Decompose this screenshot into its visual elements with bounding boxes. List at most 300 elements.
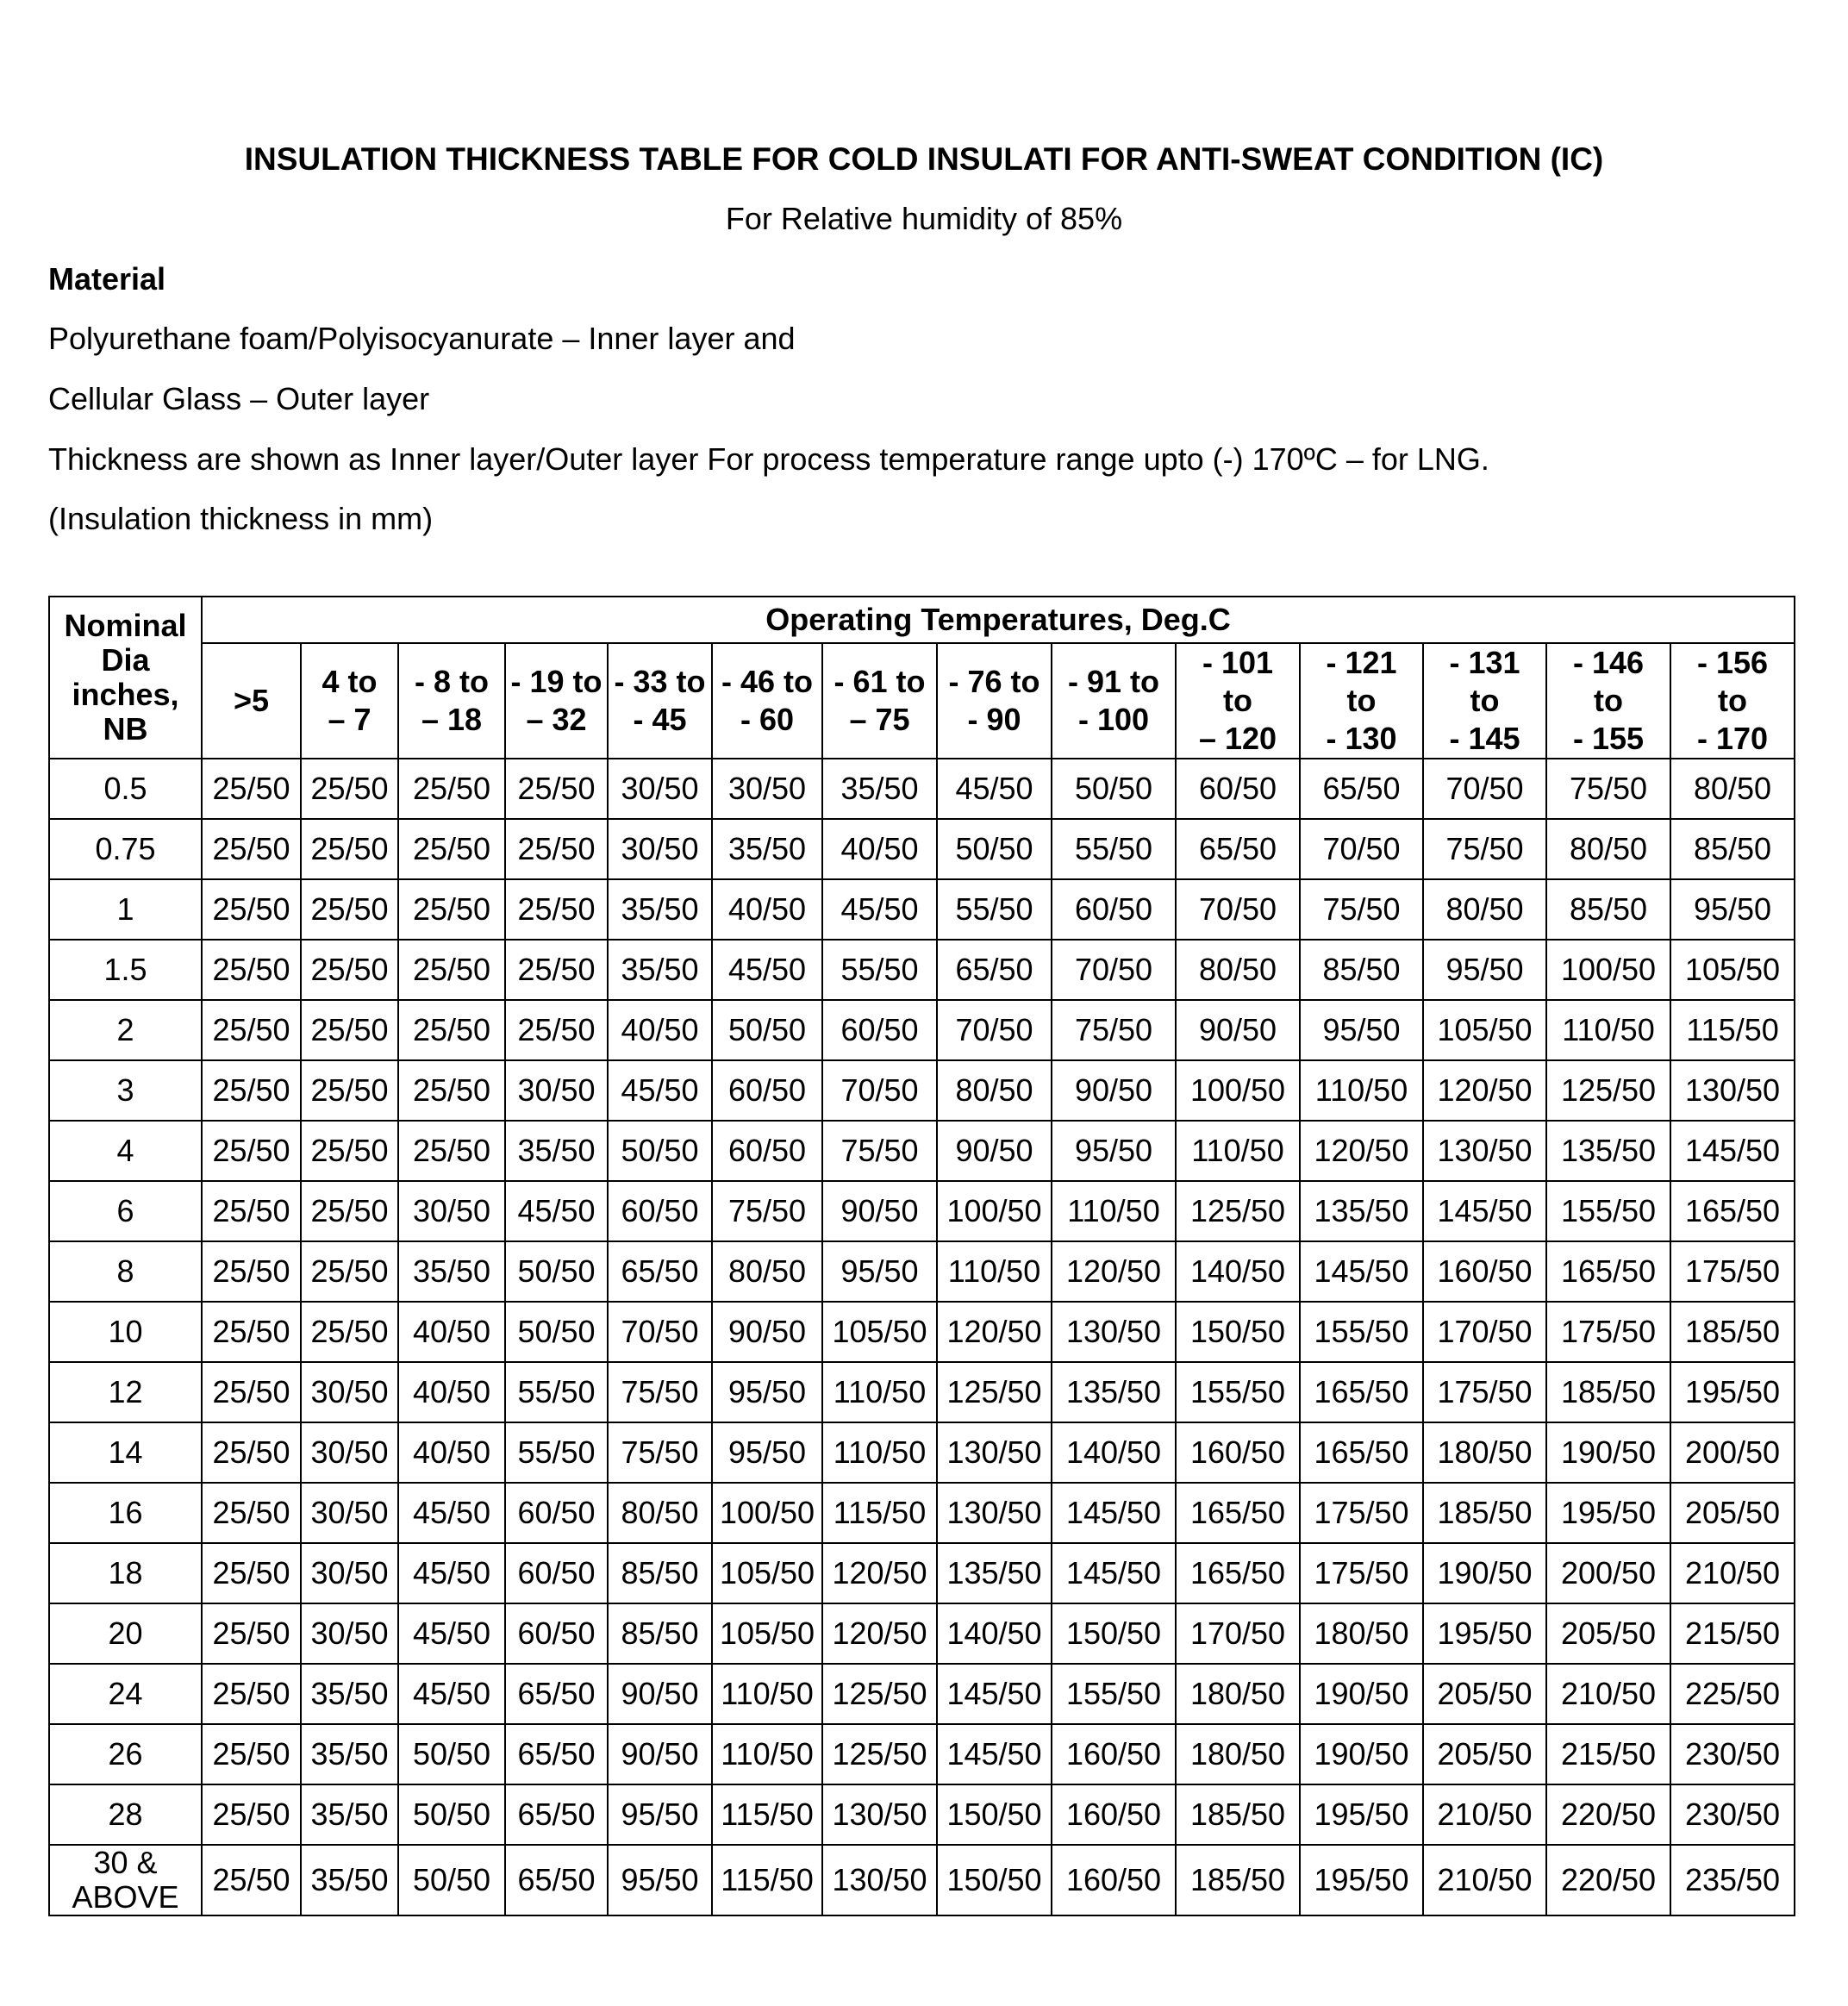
thickness-cell: 25/50 <box>202 819 301 879</box>
thickness-cell: 80/50 <box>1546 819 1670 879</box>
thickness-cell: 25/50 <box>505 1000 608 1060</box>
thickness-cell: 90/50 <box>937 1121 1052 1181</box>
nominal-dia-value: 4 <box>116 1133 134 1168</box>
thickness-cell: 25/50 <box>301 1060 398 1121</box>
material-heading: Material <box>48 261 166 297</box>
thickness-cell: 165/50 <box>1176 1483 1300 1543</box>
thickness-cell: 115/50 <box>822 1483 937 1543</box>
thickness-cell: 210/50 <box>1423 1845 1546 1915</box>
nominal-dia-cell <box>49 940 202 1000</box>
temp-range-label: - 101 to – 120 <box>1198 645 1277 756</box>
nominal-dia-value: 1.5 <box>103 952 147 987</box>
thickness-cell: 215/50 <box>1670 1603 1795 1664</box>
thickness-cell: 150/50 <box>1176 1302 1300 1362</box>
thickness-cell: 110/50 <box>1300 1060 1423 1121</box>
thickness-cell: 190/50 <box>1546 1422 1670 1483</box>
thickness-cell: 25/50 <box>301 1241 398 1302</box>
nominal-dia-cell <box>49 819 202 879</box>
thickness-cell: 25/50 <box>202 1241 301 1302</box>
thickness-cell: 95/50 <box>608 1845 712 1915</box>
thickness-cell: 70/50 <box>1300 819 1423 879</box>
table-row <box>49 1181 1795 1241</box>
thickness-cell: 25/50 <box>301 1121 398 1181</box>
thickness-cell: 35/50 <box>822 759 937 819</box>
nominal-dia-cell <box>49 1784 202 1845</box>
thickness-cell: 85/50 <box>608 1603 712 1664</box>
thickness-cell: 35/50 <box>608 879 712 940</box>
thickness-cell: 45/50 <box>505 1181 608 1241</box>
thickness-cell: 50/50 <box>505 1302 608 1362</box>
nominal-dia-cell <box>49 1845 202 1915</box>
thickness-cell: 185/50 <box>1546 1362 1670 1422</box>
thickness-cell: 30/50 <box>608 759 712 819</box>
nominal-dia-value: 14 <box>108 1434 143 1470</box>
table-row <box>49 1241 1795 1302</box>
nominal-dia-cell <box>49 1664 202 1724</box>
thickness-cell: 165/50 <box>1670 1181 1795 1241</box>
thickness-cell: 65/50 <box>505 1664 608 1724</box>
thickness-cell: 125/50 <box>822 1664 937 1724</box>
thickness-cell: 25/50 <box>505 940 608 1000</box>
thickness-cell: 65/50 <box>1300 759 1423 819</box>
thickness-cell: 195/50 <box>1300 1845 1423 1915</box>
thickness-cell: 185/50 <box>1176 1784 1300 1845</box>
thickness-cell: 75/50 <box>822 1121 937 1181</box>
nominal-dia-value: 28 <box>108 1797 143 1832</box>
thickness-cell: 25/50 <box>301 819 398 879</box>
thickness-cell: 120/50 <box>937 1302 1052 1362</box>
thickness-cell: 200/50 <box>1670 1422 1795 1483</box>
temp-range-header <box>608 643 712 759</box>
thickness-cell: 185/50 <box>1423 1483 1546 1543</box>
temp-range-label: - 19 to – 32 <box>510 664 602 737</box>
thickness-cell: 160/50 <box>1052 1845 1176 1915</box>
thickness-cell: 25/50 <box>202 1302 301 1362</box>
thickness-cell: 130/50 <box>1052 1302 1176 1362</box>
nominal-dia-value: 16 <box>108 1495 143 1530</box>
nominal-dia-value: 26 <box>108 1736 143 1772</box>
thickness-cell: 35/50 <box>301 1724 398 1784</box>
thickness-cell: 30/50 <box>608 819 712 879</box>
thickness-cell: 210/50 <box>1670 1543 1795 1603</box>
thickness-note: Thickness are shown as Inner layer/Outer layer For process temperature range upto (-) 170ºC – for LNG. <box>48 441 1489 477</box>
thickness-cell: 85/50 <box>1670 819 1795 879</box>
thickness-cell: 50/50 <box>505 1241 608 1302</box>
thickness-cell: 95/50 <box>712 1362 822 1422</box>
thickness-cell: 170/50 <box>1176 1603 1300 1664</box>
thickness-cell: 130/50 <box>937 1422 1052 1483</box>
thickness-cell: 55/50 <box>505 1362 608 1422</box>
temp-range-label: - 8 to – 18 <box>415 664 489 737</box>
thickness-cell: 110/50 <box>712 1664 822 1724</box>
thickness-cell: 35/50 <box>301 1784 398 1845</box>
table-row <box>49 1483 1795 1543</box>
thickness-cell: 25/50 <box>398 759 505 819</box>
temp-range-label: >5 <box>233 683 270 718</box>
thickness-cell: 135/50 <box>937 1543 1052 1603</box>
table-row <box>49 1060 1795 1121</box>
nominal-dia-cell <box>49 759 202 819</box>
thickness-cell: 65/50 <box>608 1241 712 1302</box>
thickness-cell: 125/50 <box>822 1724 937 1784</box>
temp-range-header <box>505 643 608 759</box>
thickness-cell: 130/50 <box>1423 1121 1546 1181</box>
nominal-dia-value: 0.5 <box>103 771 147 806</box>
thickness-cell: 25/50 <box>202 1121 301 1181</box>
thickness-cell: 80/50 <box>1423 879 1546 940</box>
temp-range-label: - 76 to - 90 <box>948 664 1040 737</box>
thickness-cell: 165/50 <box>1176 1543 1300 1603</box>
thickness-cell: 100/50 <box>712 1483 822 1543</box>
thickness-cell: 100/50 <box>1176 1060 1300 1121</box>
thickness-cell: 35/50 <box>301 1845 398 1915</box>
table-row <box>49 1845 1795 1915</box>
thickness-cell: 130/50 <box>1670 1060 1795 1121</box>
thickness-cell: 175/50 <box>1300 1483 1423 1543</box>
thickness-cell: 110/50 <box>822 1362 937 1422</box>
thickness-cell: 70/50 <box>608 1302 712 1362</box>
thickness-cell: 40/50 <box>398 1362 505 1422</box>
thickness-cell: 25/50 <box>202 879 301 940</box>
thickness-cell: 145/50 <box>937 1664 1052 1724</box>
thickness-cell: 130/50 <box>822 1845 937 1915</box>
thickness-cell: 50/50 <box>937 819 1052 879</box>
nominal-dia-value: 3 <box>116 1072 134 1108</box>
thickness-cell: 125/50 <box>1546 1060 1670 1121</box>
thickness-cell: 160/50 <box>1423 1241 1546 1302</box>
thickness-cell: 25/50 <box>505 879 608 940</box>
thickness-cell: 85/50 <box>608 1543 712 1603</box>
thickness-cell: 25/50 <box>398 940 505 1000</box>
thickness-cell: 220/50 <box>1546 1845 1670 1915</box>
thickness-cell: 155/50 <box>1300 1302 1423 1362</box>
thickness-cell: 125/50 <box>1176 1181 1300 1241</box>
header-row-ranges <box>49 643 1795 759</box>
thickness-cell: 60/50 <box>712 1121 822 1181</box>
thickness-cell: 25/50 <box>202 1603 301 1664</box>
thickness-cell: 115/50 <box>1670 1000 1795 1060</box>
table-row <box>49 1724 1795 1784</box>
thickness-cell: 90/50 <box>712 1302 822 1362</box>
thickness-cell: 60/50 <box>712 1060 822 1121</box>
thickness-cell: 215/50 <box>1546 1724 1670 1784</box>
thickness-cell: 210/50 <box>1546 1664 1670 1724</box>
thickness-cell: 205/50 <box>1670 1483 1795 1543</box>
thickness-cell: 95/50 <box>1052 1121 1176 1181</box>
temp-range-header <box>1300 643 1423 759</box>
thickness-cell: 25/50 <box>398 819 505 879</box>
thickness-cell: 145/50 <box>1052 1483 1176 1543</box>
thickness-cell: 35/50 <box>712 819 822 879</box>
thickness-cell: 135/50 <box>1546 1121 1670 1181</box>
thickness-cell: 40/50 <box>398 1302 505 1362</box>
table-row <box>49 879 1795 940</box>
thickness-cell: 115/50 <box>712 1784 822 1845</box>
temp-range-label: - 131 to - 145 <box>1449 645 1520 756</box>
temp-range-header <box>1546 643 1670 759</box>
thickness-cell: 150/50 <box>937 1845 1052 1915</box>
table-row <box>49 1784 1795 1845</box>
thickness-cell: 60/50 <box>1176 759 1300 819</box>
thickness-cell: 125/50 <box>937 1362 1052 1422</box>
thickness-cell: 110/50 <box>1176 1121 1300 1181</box>
thickness-cell: 25/50 <box>202 1845 301 1915</box>
thickness-cell: 195/50 <box>1546 1483 1670 1543</box>
thickness-cell: 30/50 <box>301 1603 398 1664</box>
temp-range-header <box>822 643 937 759</box>
thickness-cell: 60/50 <box>505 1543 608 1603</box>
thickness-cell: 25/50 <box>202 1362 301 1422</box>
temp-range-label: - 121 to - 130 <box>1326 645 1397 756</box>
thickness-cell: 25/50 <box>202 1483 301 1543</box>
thickness-cell: 120/50 <box>1300 1121 1423 1181</box>
thickness-cell: 60/50 <box>505 1483 608 1543</box>
thickness-cell: 95/50 <box>1423 940 1546 1000</box>
nominal-dia-cell <box>49 1241 202 1302</box>
thickness-cell: 175/50 <box>1423 1362 1546 1422</box>
thickness-cell: 30/50 <box>301 1483 398 1543</box>
thickness-cell: 50/50 <box>1052 759 1176 819</box>
nominal-dia-cell <box>49 1543 202 1603</box>
thickness-cell: 25/50 <box>505 819 608 879</box>
temp-range-label: - 33 to - 45 <box>614 664 706 737</box>
thickness-cell: 55/50 <box>937 879 1052 940</box>
nominal-dia-cell <box>49 1302 202 1362</box>
thickness-cell: 155/50 <box>1546 1181 1670 1241</box>
thickness-cell: 205/50 <box>1546 1603 1670 1664</box>
thickness-cell: 160/50 <box>1052 1784 1176 1845</box>
document-title: INSULATION THICKNESS TABLE FOR COLD INSULATI FOR ANTI-SWEAT CONDITION (IC) <box>244 141 1604 177</box>
thickness-cell: 100/50 <box>1546 940 1670 1000</box>
thickness-cell: 40/50 <box>608 1000 712 1060</box>
thickness-cell: 180/50 <box>1300 1603 1423 1664</box>
thickness-cell: 130/50 <box>822 1784 937 1845</box>
thickness-cell: 55/50 <box>505 1422 608 1483</box>
thickness-cell: 90/50 <box>608 1664 712 1724</box>
thickness-cell: 25/50 <box>202 1060 301 1121</box>
thickness-cell: 110/50 <box>1546 1000 1670 1060</box>
nominal-dia-cell <box>49 1724 202 1784</box>
thickness-cell: 150/50 <box>1052 1603 1176 1664</box>
thickness-cell: 75/50 <box>1300 879 1423 940</box>
table-row <box>49 1000 1795 1060</box>
thickness-cell: 70/50 <box>1176 879 1300 940</box>
thickness-cell: 155/50 <box>1052 1664 1176 1724</box>
thickness-cell: 30/50 <box>301 1362 398 1422</box>
thickness-cell: 90/50 <box>608 1724 712 1784</box>
thickness-cell: 145/50 <box>937 1724 1052 1784</box>
table-row <box>49 759 1795 819</box>
thickness-cell: 35/50 <box>505 1121 608 1181</box>
thickness-cell: 75/50 <box>1423 819 1546 879</box>
thickness-cell: 25/50 <box>202 1724 301 1784</box>
thickness-cell: 65/50 <box>1176 819 1300 879</box>
thickness-cell: 25/50 <box>301 879 398 940</box>
thickness-cell: 140/50 <box>1176 1241 1300 1302</box>
thickness-cell: 195/50 <box>1423 1603 1546 1664</box>
thickness-cell: 25/50 <box>202 1784 301 1845</box>
temp-range-header <box>398 643 505 759</box>
thickness-cell: 50/50 <box>398 1784 505 1845</box>
thickness-cell: 85/50 <box>1546 879 1670 940</box>
nominal-dia-value: 1 <box>116 891 134 927</box>
thickness-cell: 25/50 <box>202 940 301 1000</box>
thickness-cell: 135/50 <box>1300 1181 1423 1241</box>
thickness-cell: 105/50 <box>712 1603 822 1664</box>
thickness-cell: 140/50 <box>1052 1422 1176 1483</box>
thickness-cell: 235/50 <box>1670 1845 1795 1915</box>
thickness-cell: 95/50 <box>608 1784 712 1845</box>
thickness-cell: 80/50 <box>1176 940 1300 1000</box>
thickness-cell: 160/50 <box>1052 1724 1176 1784</box>
thickness-cell: 60/50 <box>822 1000 937 1060</box>
temp-range-label: 4 to – 7 <box>322 664 378 737</box>
material-outer-layer: Cellular Glass – Outer layer <box>48 381 430 416</box>
nominal-dia-value: 0.75 <box>95 831 156 866</box>
thickness-cell: 175/50 <box>1300 1543 1423 1603</box>
nominal-dia-value: 20 <box>108 1615 143 1651</box>
table-row <box>49 1422 1795 1483</box>
thickness-cell: 25/50 <box>398 879 505 940</box>
thickness-cell: 145/50 <box>1670 1121 1795 1181</box>
table-row <box>49 940 1795 1000</box>
thickness-cell: 115/50 <box>712 1845 822 1915</box>
table-row <box>49 1362 1795 1422</box>
thickness-cell: 40/50 <box>398 1422 505 1483</box>
thickness-cell: 95/50 <box>712 1422 822 1483</box>
thickness-cell: 110/50 <box>822 1422 937 1483</box>
thickness-cell: 195/50 <box>1300 1784 1423 1845</box>
nominal-dia-cell <box>49 1181 202 1241</box>
thickness-cell: 50/50 <box>398 1845 505 1915</box>
thickness-cell: 60/50 <box>1052 879 1176 940</box>
thickness-cell: 140/50 <box>937 1603 1052 1664</box>
thickness-cell: 45/50 <box>398 1483 505 1543</box>
thickness-cell: 195/50 <box>1670 1362 1795 1422</box>
document-subtitle: For Relative humidity of 85% <box>725 201 1123 236</box>
table-row <box>49 1121 1795 1181</box>
nominal-dia-value: 24 <box>108 1676 143 1711</box>
operating-temperatures-header: Operating Temperatures, Deg.C <box>202 597 1795 643</box>
material-inner-layer: Polyurethane foam/Polyisocyanurate – Inner layer and <box>48 321 796 356</box>
thickness-cell: 45/50 <box>712 940 822 1000</box>
thickness-cell: 205/50 <box>1423 1664 1546 1724</box>
thickness-cell: 145/50 <box>1052 1543 1176 1603</box>
table-row <box>49 1543 1795 1603</box>
thickness-cell: 120/50 <box>1423 1060 1546 1121</box>
thickness-cell: 135/50 <box>1052 1362 1176 1422</box>
thickness-cell: 25/50 <box>202 1422 301 1483</box>
thickness-cell: 90/50 <box>822 1181 937 1241</box>
nominal-dia-cell <box>49 1000 202 1060</box>
nominal-dia-cell <box>49 879 202 940</box>
thickness-cell: 95/50 <box>1670 879 1795 940</box>
thickness-cell: 80/50 <box>608 1483 712 1543</box>
thickness-cell: 120/50 <box>1052 1241 1176 1302</box>
thickness-cell: 25/50 <box>202 759 301 819</box>
nominal-dia-cell <box>49 1362 202 1422</box>
thickness-cell: 150/50 <box>937 1784 1052 1845</box>
thickness-cell: 190/50 <box>1423 1543 1546 1603</box>
thickness-cell: 65/50 <box>505 1784 608 1845</box>
thickness-cell: 170/50 <box>1423 1302 1546 1362</box>
thickness-cell: 185/50 <box>1670 1302 1795 1362</box>
thickness-cell: 110/50 <box>1052 1181 1176 1241</box>
temp-range-header <box>202 643 301 759</box>
thickness-cell: 70/50 <box>822 1060 937 1121</box>
thickness-cell: 30/50 <box>505 1060 608 1121</box>
thickness-cell: 25/50 <box>301 1181 398 1241</box>
thickness-cell: 75/50 <box>712 1181 822 1241</box>
temp-range-header <box>712 643 822 759</box>
thickness-cell: 90/50 <box>1052 1060 1176 1121</box>
thickness-cell: 75/50 <box>1052 1000 1176 1060</box>
thickness-cell: 45/50 <box>398 1543 505 1603</box>
thickness-cell: 50/50 <box>608 1121 712 1181</box>
temp-range-header <box>937 643 1052 759</box>
table-body <box>49 759 1795 1915</box>
thickness-cell: 75/50 <box>608 1362 712 1422</box>
thickness-cell: 190/50 <box>1300 1664 1423 1724</box>
nominal-dia-cell <box>49 1060 202 1121</box>
thickness-cell: 35/50 <box>608 940 712 1000</box>
thickness-cell: 30/50 <box>398 1181 505 1241</box>
nominal-dia-header <box>49 597 202 759</box>
thickness-cell: 75/50 <box>1546 759 1670 819</box>
header-row-group <box>49 597 1795 643</box>
thickness-cell: 160/50 <box>1176 1422 1300 1483</box>
thickness-cell: 25/50 <box>398 1060 505 1121</box>
thickness-cell: 40/50 <box>712 879 822 940</box>
table-row <box>49 1302 1795 1362</box>
thickness-cell: 165/50 <box>1300 1422 1423 1483</box>
table-row <box>49 1603 1795 1664</box>
thickness-cell: 210/50 <box>1423 1784 1546 1845</box>
thickness-cell: 25/50 <box>301 759 398 819</box>
temp-range-header <box>1052 643 1176 759</box>
temp-range-header <box>1176 643 1300 759</box>
thickness-cell: 25/50 <box>398 1121 505 1181</box>
thickness-cell: 120/50 <box>822 1543 937 1603</box>
thickness-cell: 120/50 <box>822 1603 937 1664</box>
thickness-cell: 25/50 <box>398 1000 505 1060</box>
thickness-cell: 230/50 <box>1670 1784 1795 1845</box>
nominal-dia-value: 10 <box>108 1314 143 1349</box>
thickness-cell: 45/50 <box>398 1603 505 1664</box>
thickness-cell: 45/50 <box>937 759 1052 819</box>
thickness-cell: 30/50 <box>301 1422 398 1483</box>
thickness-cell: 45/50 <box>608 1060 712 1121</box>
temp-range-label: - 61 to – 75 <box>833 664 926 737</box>
table-row <box>49 1664 1795 1724</box>
nominal-dia-cell <box>49 1121 202 1181</box>
thickness-cell: 50/50 <box>398 1724 505 1784</box>
temp-range-header <box>301 643 398 759</box>
temp-range-header <box>1670 643 1795 759</box>
nominal-dia-value: 2 <box>116 1012 134 1047</box>
thickness-cell: 105/50 <box>1423 1000 1546 1060</box>
thickness-cell: 55/50 <box>822 940 937 1000</box>
thickness-cell: 225/50 <box>1670 1664 1795 1724</box>
nominal-dia-value: 18 <box>108 1555 143 1590</box>
nominal-dia-value: 30 & ABOVE <box>72 1845 179 1915</box>
thickness-cell: 180/50 <box>1176 1724 1300 1784</box>
thickness-cell: 25/50 <box>202 1543 301 1603</box>
thickness-cell: 180/50 <box>1176 1664 1300 1724</box>
thickness-cell: 85/50 <box>1300 940 1423 1000</box>
thickness-cell: 205/50 <box>1423 1724 1546 1784</box>
thickness-cell: 75/50 <box>608 1422 712 1483</box>
